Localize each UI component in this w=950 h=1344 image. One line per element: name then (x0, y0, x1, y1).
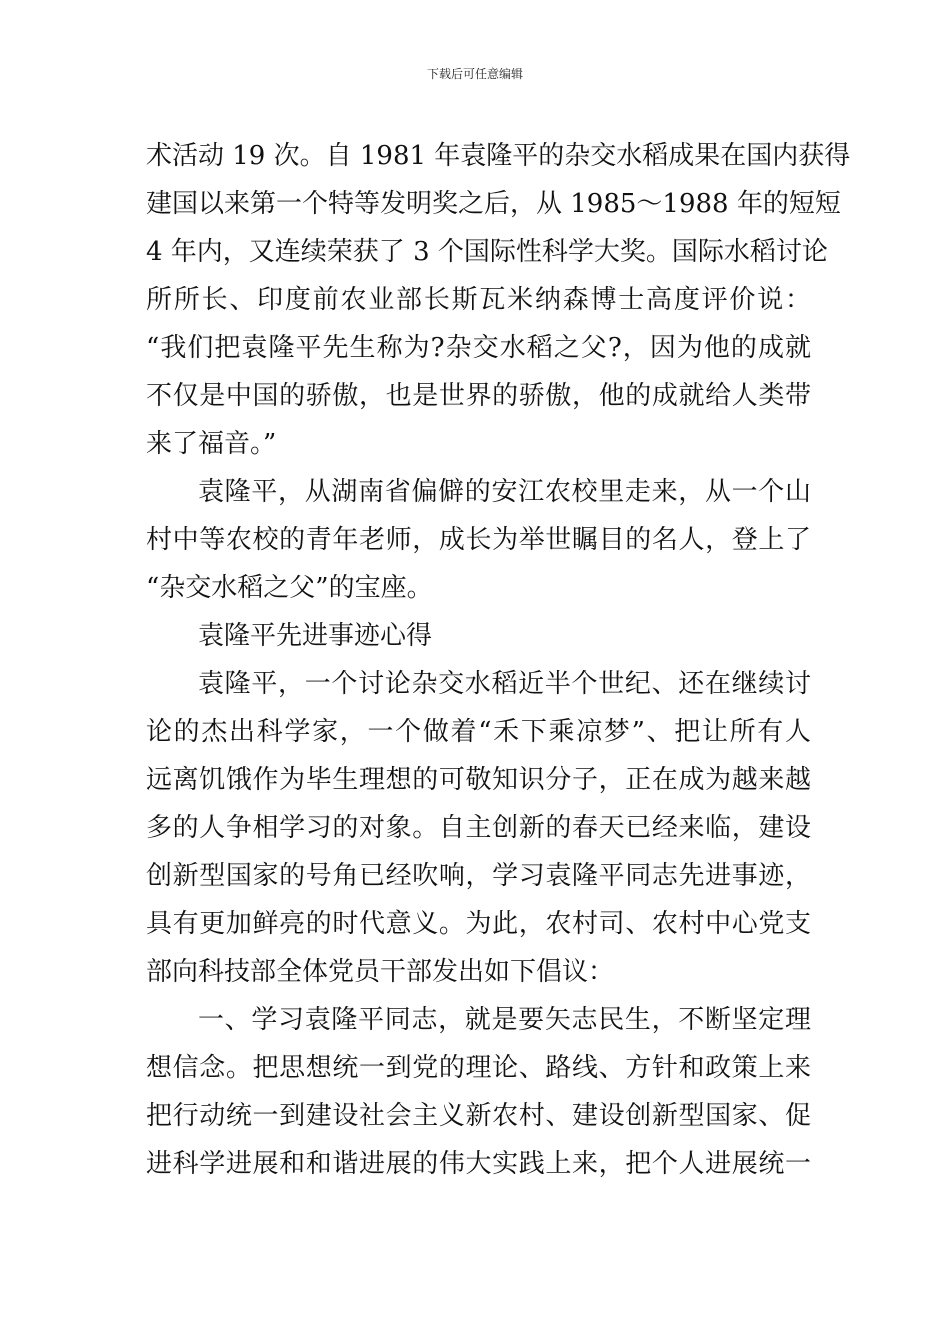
text-line: 一、学习袁隆平同志，就是要矢志民生，不断坚定理 (198, 1005, 811, 1035)
text-line: 创新型国家的号角已经吹响，学习袁隆平同志先进事迹， (146, 861, 811, 891)
text-line: 袁隆平，一个讨论杂交水稻近半个世纪、还在继续讨 (198, 669, 811, 699)
text-line: “我们把袁隆平先生称为?杂交水稻之父?，因为他的成就 (146, 333, 811, 363)
text-line: 想信念。把思想统一到党的理论、路线、方针和政策上来 (146, 1053, 811, 1083)
text-line: 袁隆平先进事迹心得 (198, 621, 433, 651)
text-line: 来了福音。” (146, 429, 277, 459)
text-line: 袁隆平，从湖南省偏僻的安江农校里走来，从一个山 (198, 477, 811, 507)
text-line: 不仅是中国的骄傲，也是世界的骄傲，他的成就给人类带 (146, 381, 811, 411)
page-header: 下载后可任意编辑 (426, 67, 523, 81)
text-line: 术活动 19 次。自 1981 年袁隆平的杂交水稻成果在国内获得 (146, 141, 851, 171)
text-line: 远离饥饿作为毕生理想的可敬知识分子，正在成为越来越 (146, 765, 811, 795)
document-body (146, 132, 851, 1188)
text-line: 4 年内，又连续荣获了 3 个国际性科学大奖。国际水稻讨论 (146, 237, 828, 267)
text-line: 村中等农校的青年老师，成长为举世瞩目的名人，登上了 (146, 525, 811, 555)
text-line: “杂交水稻之父”的宝座。 (146, 573, 433, 603)
text-line: 所所长、印度前农业部长斯瓦米纳森博士高度评价说： (146, 285, 811, 315)
text-line: 论的杰出科学家，一个做着“禾下乘凉梦”、把让所有人 (146, 717, 811, 747)
text-line: 进科学进展和和谐进展的伟大实践上来，把个人进展统一 (146, 1149, 811, 1179)
text-line: 部向科技部全体党员干部发出如下倡议： (146, 957, 615, 987)
text-line: 具有更加鲜亮的时代意义。为此，农村司、农村中心党支 (146, 909, 811, 939)
text-line: 多的人争相学习的对象。自主创新的春天已经来临，建设 (146, 813, 811, 843)
text-line: 建国以来第一个特等发明奖之后，从 1985～1988 年的短短 (146, 189, 841, 219)
text-line: 把行动统一到建设社会主义新农村、建设创新型国家、促 (146, 1101, 811, 1131)
